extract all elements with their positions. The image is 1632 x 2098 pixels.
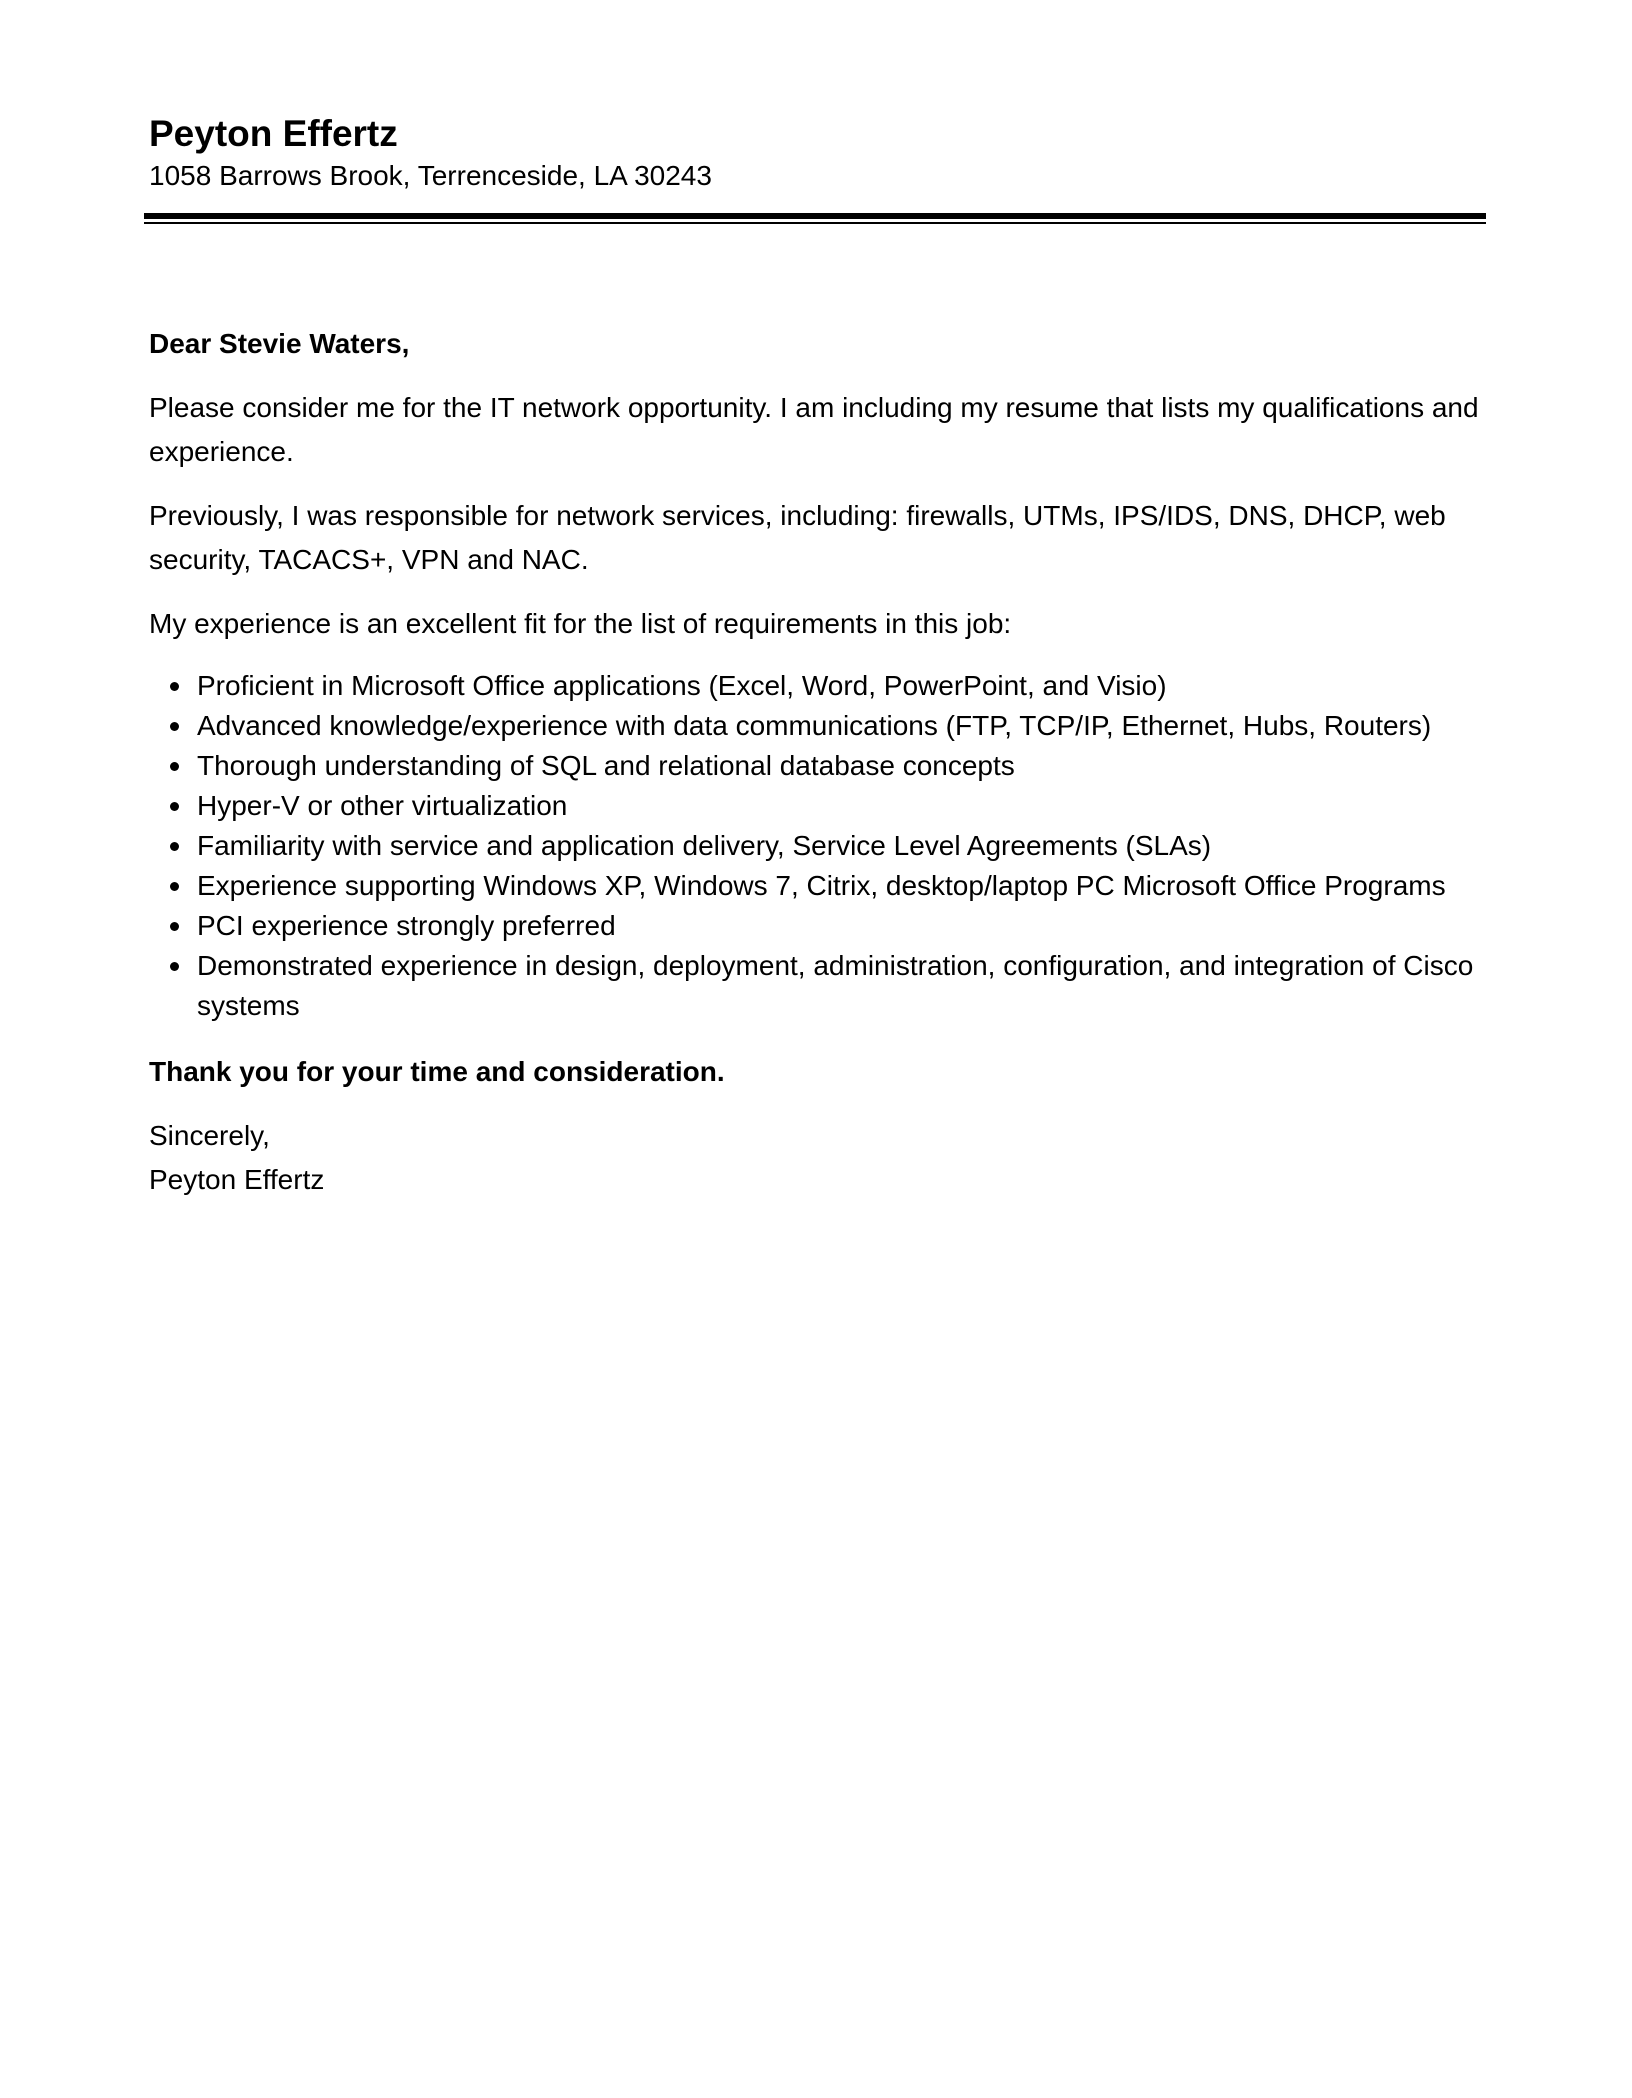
bullet-icon [170, 722, 179, 731]
letter-body [149, 322, 1489, 1202]
list-item-text: Demonstrated experience in design, deployment, administration, configuration, and integration of Cisco systems [197, 950, 1474, 1021]
sender-name: Peyton Effertz [149, 113, 398, 154]
list-item-text: Proficient in Microsoft Office applications (Excel, Word, PowerPoint, and Visio) [197, 670, 1167, 701]
salutation: Dear Stevie Waters, [149, 328, 410, 359]
list-item [149, 946, 1489, 1026]
list-item [149, 906, 1489, 946]
divider-thin-line [144, 222, 1486, 224]
bullet-icon [170, 842, 179, 851]
signature-name: Peyton Effertz [149, 1164, 325, 1195]
bullet-icon [170, 922, 179, 931]
bullet-icon [170, 682, 179, 691]
list-item-text: Advanced knowledge/experience with data communications (FTP, TCP/IP, Ethernet, Hubs, Routers) [197, 710, 1432, 741]
closing-line: Thank you for your time and consideration. [149, 1056, 725, 1087]
bullet-icon [170, 762, 179, 771]
bullet-icon [170, 962, 179, 971]
paragraph-fit: My experience is an excellent fit for the list of requirements in this job: [149, 608, 1012, 639]
list-item [149, 866, 1489, 906]
list-item [149, 666, 1489, 706]
bullet-icon [170, 882, 179, 891]
list-item-text: Experience supporting Windows XP, Windows 7, Citrix, desktop/laptop PC Microsoft Office Programs [197, 870, 1446, 901]
signoff: Sincerely, [149, 1120, 270, 1151]
list-item [149, 826, 1489, 866]
paragraph-intro: Please consider me for the IT network opportunity. I am including my resume that lists my qualifications and experience. [149, 392, 1479, 467]
header-divider [144, 213, 1486, 224]
list-item [149, 706, 1489, 746]
list-item [149, 746, 1489, 786]
paragraph-experience: Previously, I was responsible for network services, including: firewalls, UTMs, IPS/IDS, DNS, DHCP, web security, TACACS+, VPN and NAC. [149, 500, 1446, 575]
list-item-text: Thorough understanding of SQL and relational database concepts [197, 750, 1015, 781]
sender-address: 1058 Barrows Brook, Terrenceside, LA 30243 [149, 160, 712, 191]
list-item-text: Familiarity with service and application delivery, Service Level Agreements (SLAs) [197, 830, 1212, 861]
requirements-list [149, 666, 1489, 1026]
list-item [149, 786, 1489, 826]
letter-header [149, 110, 1485, 194]
bullet-icon [170, 802, 179, 811]
list-item-text: PCI experience strongly preferred [197, 910, 616, 941]
list-item-text: Hyper-V or other virtualization [197, 790, 568, 821]
